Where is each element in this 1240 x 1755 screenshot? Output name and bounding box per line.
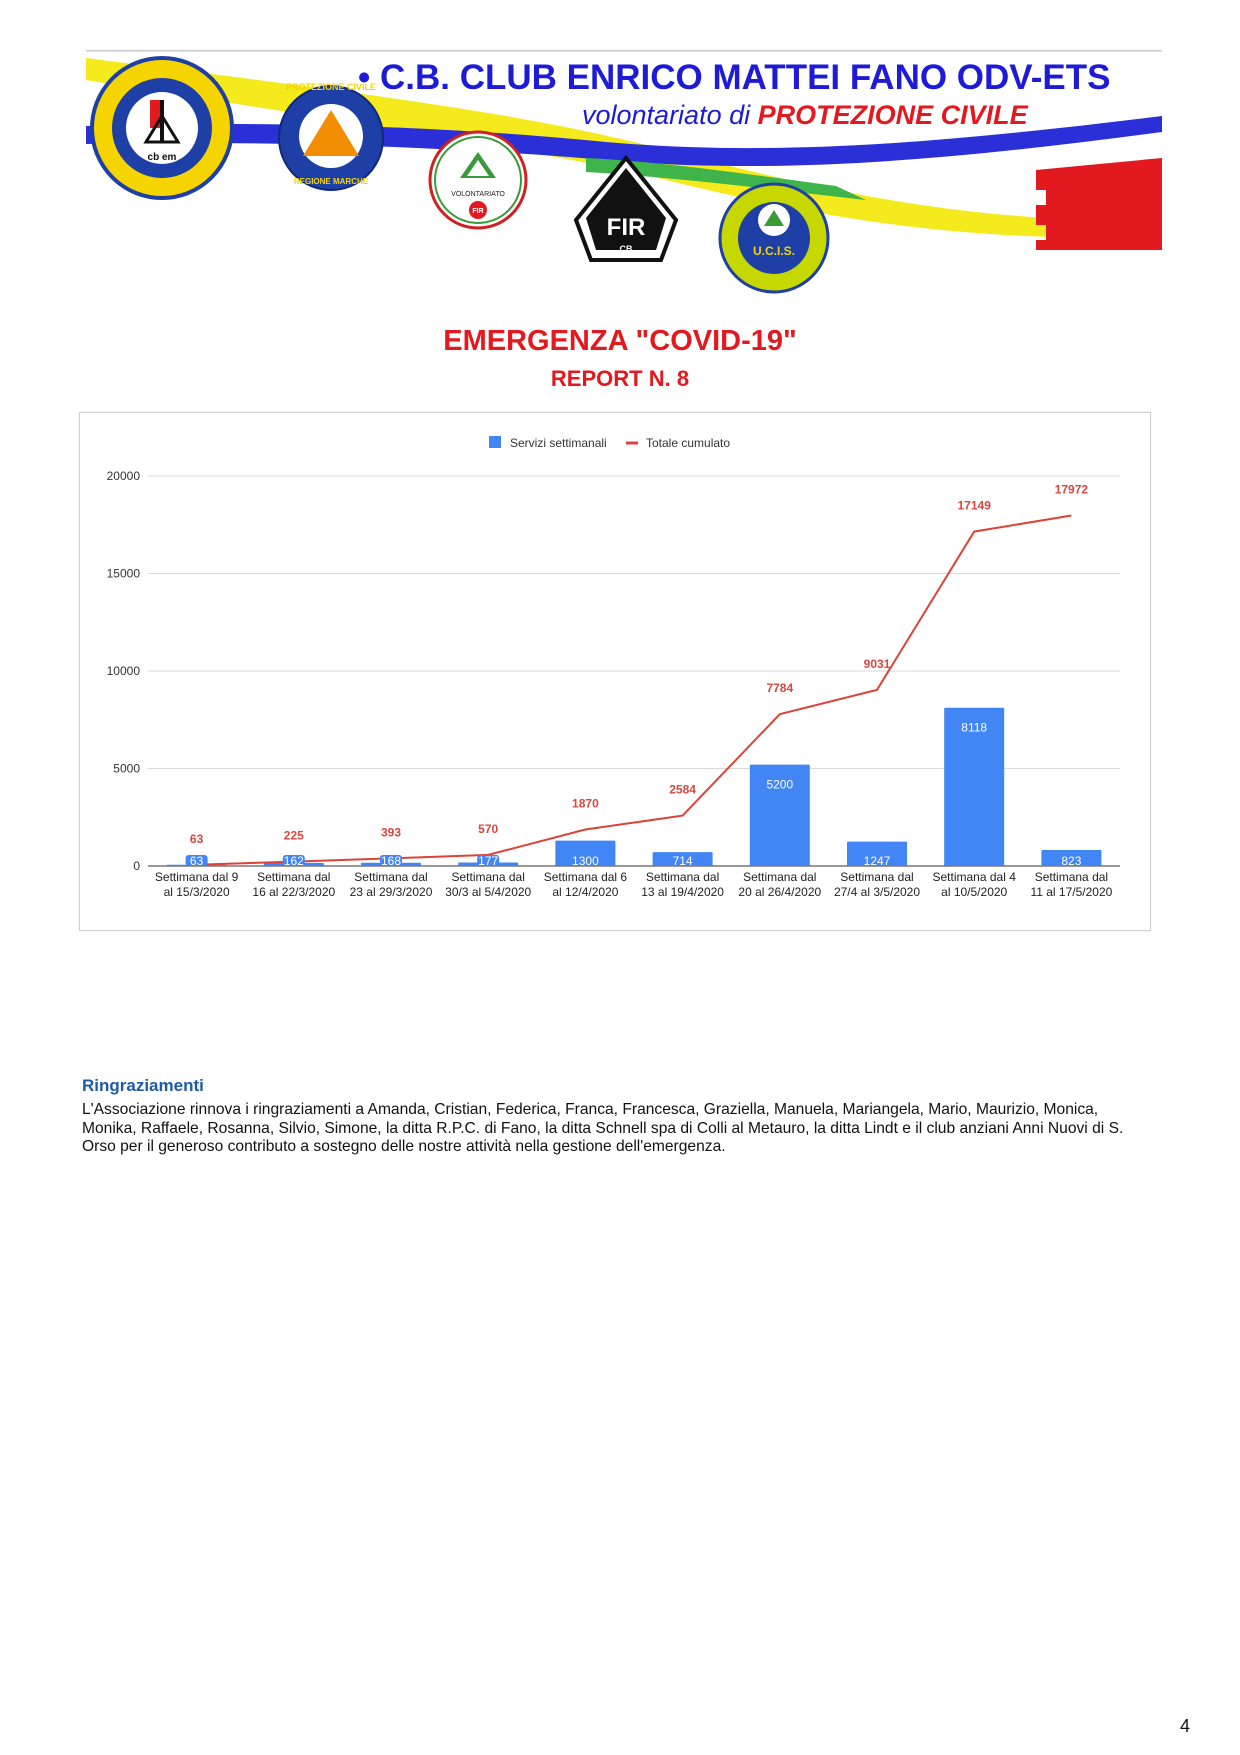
line-value-label: 570 (478, 821, 499, 836)
cumulative-line (197, 516, 1072, 865)
thanks-line: L'Associazione rinnova i ringraziamenti a Amanda, Cristian, Federica, Franca, Francesca, Graziella, Manuela, Mariangela, Mario, Maurizio, Monica, (82, 1101, 1099, 1118)
x-category-label: Settimana dal 6 (543, 870, 628, 884)
x-category-label: Settimana dal (645, 870, 720, 884)
organization-name: • C.B. CLUB ENRICO MATTEI FANO ODV-ETS (358, 58, 1111, 97)
thanks-body (82, 1101, 1162, 1157)
y-tick-label: 10000 (106, 664, 140, 678)
ucis-logo (720, 184, 828, 292)
line-value-label: 7784 (766, 681, 794, 696)
x-category-label: Settimana dal (451, 870, 525, 884)
bar-value-label: 5200 (766, 777, 794, 792)
thanks-line: Monika, Raffaele, Rosanna, Silvio, Simone, la ditta R.P.C. di Fano, la ditta Schnell spa di Colli al Metauro, la ditta Lindt e il club anziani Anni Nuovi di S. (82, 1119, 1124, 1137)
svg-text:U.C.I.S.: U.C.I.S. (752, 244, 796, 258)
line-value-label: 17149 (957, 498, 991, 513)
document-subtitle: REPORT N. 8 (550, 366, 690, 391)
x-category-label: al 10/5/2020 (941, 885, 1008, 899)
thanks-heading: Ringraziamenti (82, 1076, 204, 1095)
bar-value-label: 177 (478, 854, 499, 868)
thanks-line: Orso per il generoso contributo a sostegno delle nostre attività nella gestione dell'emergenza. (82, 1138, 726, 1155)
x-category-label: 13 al 19/4/2020 (641, 885, 724, 899)
line-value-label: 1870 (572, 796, 599, 811)
line-value-label: 9031 (863, 656, 891, 671)
legend-label-line: Totale cumulato (646, 436, 731, 450)
svg-text:PROTEZIONE CIVILE: PROTEZIONE CIVILE (285, 82, 377, 92)
line-value-label: 17972 (1054, 482, 1089, 497)
organization-subtitle (582, 100, 1142, 131)
page-number: 4 (1180, 1716, 1191, 1736)
x-category-label: Settimana dal (354, 870, 428, 884)
cb-club-enrico-mattei-logo (92, 58, 232, 198)
subtitle-strong: PROTEZIONE CIVILE (757, 100, 1028, 130)
subtitle-prefix: volontariato di (582, 100, 758, 130)
x-category-label: Settimana dal (257, 870, 331, 884)
y-tick-label: 5000 (113, 761, 140, 776)
combo-chart (80, 413, 1150, 930)
x-category-label: 30/3 al 5/4/2020 (445, 885, 532, 899)
svg-text:VOLONTARIATO: VOLONTARIATO (451, 191, 505, 198)
svg-text:REGIONE MARCHE: REGIONE MARCHE (293, 177, 369, 186)
svg-text:CB: CB (619, 244, 633, 254)
line-value-label: 63 (189, 831, 204, 846)
svg-text:FIR: FIR (472, 208, 484, 215)
svg-text:FIR: FIR (606, 214, 646, 241)
y-tick-label: 20000 (106, 469, 140, 483)
x-category-label: Settimana dal (840, 870, 914, 884)
volontariato-fir-ser-logo (430, 132, 526, 228)
x-category-label: 23 al 29/3/2020 (349, 885, 433, 899)
line-value-label: 393 (380, 825, 402, 840)
x-category-label: 11 al 17/5/2020 (1030, 885, 1113, 899)
x-category-label: al 12/4/2020 (552, 885, 619, 899)
legend-label-bars: Servizi settimanali (510, 436, 607, 450)
y-tick-label: 0 (133, 859, 140, 873)
x-category-label: 27/4 al 3/5/2020 (833, 885, 921, 899)
legend-swatch-bars (489, 436, 501, 448)
bar-value-label: 823 (1061, 854, 1082, 868)
bar-value-label: 63 (189, 854, 204, 868)
x-category-label: Settimana dal (1034, 870, 1109, 884)
x-category-label: Settimana dal 9 (154, 870, 239, 884)
bar-value-label: 1247 (863, 854, 891, 868)
svg-text:cb em: cb em (147, 152, 177, 163)
x-category-label: 20 al 26/4/2020 (738, 885, 822, 899)
document-title: EMERGENZA "COVID-19" (443, 325, 797, 357)
x-category-label: al 15/3/2020 (163, 885, 230, 899)
bar-value-label: 168 (380, 854, 402, 868)
x-category-label: Settimana dal 4 (932, 870, 1016, 884)
bar-value-label: 8118 (961, 720, 988, 735)
bar-value-label: 1300 (572, 854, 599, 868)
chart-card (79, 412, 1151, 931)
bar-value-label: 162 (283, 854, 304, 868)
x-category-label: Settimana dal (743, 870, 817, 884)
x-category-label: 16 al 22/3/2020 (252, 885, 336, 899)
y-tick-label: 15000 (106, 566, 140, 581)
bar-value-label: 714 (672, 854, 693, 868)
line-value-label: 2584 (669, 782, 696, 797)
line-value-label: 225 (283, 828, 304, 843)
